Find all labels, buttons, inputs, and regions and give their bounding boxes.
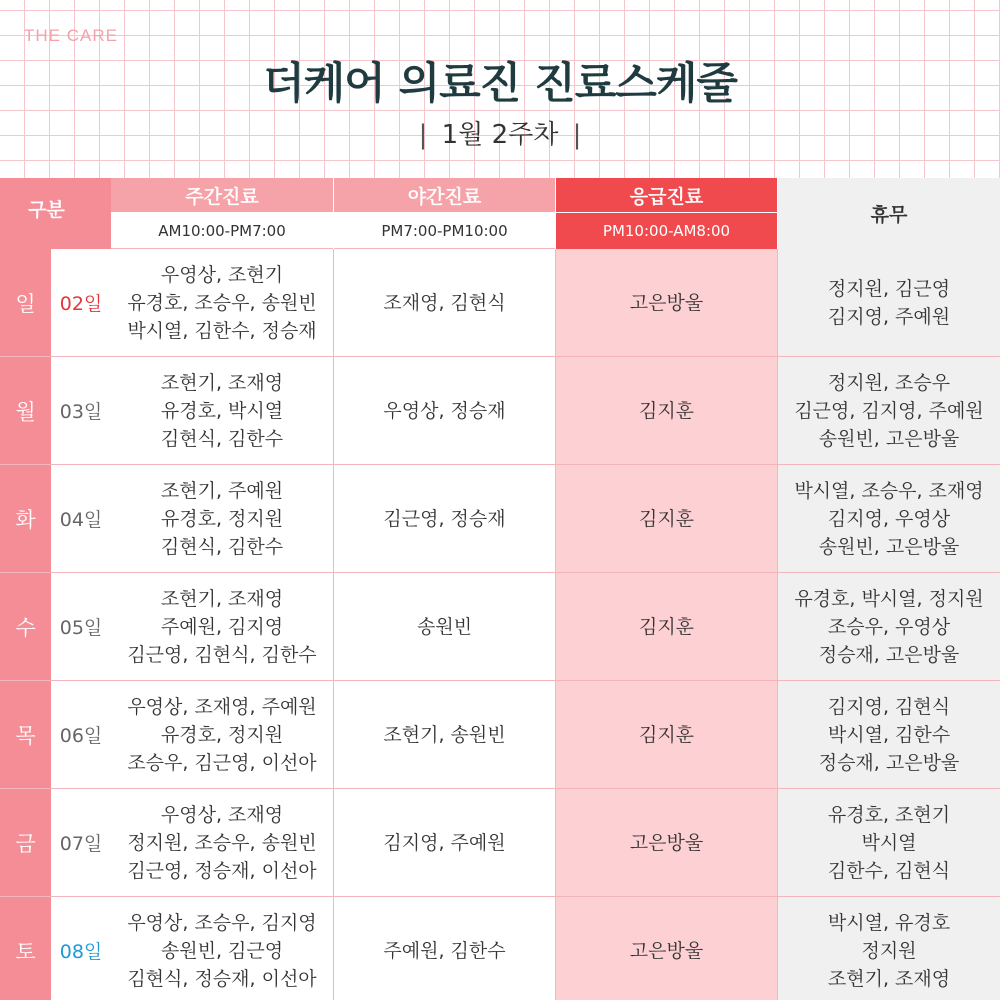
- staff-names: 정지원, 조승우, 송원빈: [127, 831, 317, 854]
- staff-names: 유경호, 조승우, 송원빈: [127, 291, 317, 314]
- header-day-hours: AM10:00-PM7:00: [111, 213, 333, 249]
- staff-names: 김지영, 우영상: [827, 507, 951, 530]
- night-clinic-cell: [334, 573, 555, 680]
- day-of-week: 일: [0, 249, 51, 356]
- staff-names: 조승우, 우영상: [827, 615, 951, 638]
- staff-names: 조현기, 조재영: [160, 587, 284, 610]
- off-duty-cell: [778, 465, 1000, 572]
- staff-names: 김근영, 김지영, 주예원: [794, 399, 984, 422]
- column-divider: [333, 249, 334, 1000]
- staff-names: 김지훈: [638, 615, 695, 638]
- schedule-row: [0, 897, 1000, 1000]
- staff-names: 김근영, 김현식, 김한수: [127, 643, 317, 666]
- staff-names: 박시열, 김한수, 정승재: [127, 319, 317, 342]
- emergency-clinic-cell: [556, 249, 777, 356]
- staff-names: 우영상, 정승재: [383, 399, 506, 422]
- day-of-week: 목: [0, 681, 51, 788]
- day-clinic-cell: [111, 681, 333, 788]
- date-label: 03일: [51, 357, 111, 464]
- staff-names: 우영상, 조재영, 주예원: [127, 695, 317, 718]
- staff-names: 조승우, 김근영, 이선아: [127, 751, 317, 774]
- page-subtitle: [0, 114, 1000, 151]
- staff-names: 김지훈: [638, 723, 695, 746]
- schedule-row: [0, 681, 1000, 788]
- staff-names: 김지영, 주예원: [827, 305, 951, 328]
- header-banner: [0, 0, 1000, 178]
- day-of-week: 토: [0, 897, 51, 1000]
- staff-names: 우영상, 조현기: [160, 263, 284, 286]
- staff-names: 주예원, 김한수: [383, 939, 506, 962]
- off-duty-cell: [778, 681, 1000, 788]
- off-duty-cell: [778, 573, 1000, 680]
- schedule-row: [0, 249, 1000, 356]
- staff-names: 송원빈, 고은방울: [818, 535, 960, 558]
- header-emergency-clinic: 응급진료: [556, 178, 777, 212]
- date-label: 04일: [51, 465, 111, 572]
- off-duty-cell: [778, 897, 1000, 1000]
- night-clinic-cell: [334, 789, 555, 896]
- off-duty-cell: [778, 789, 1000, 896]
- staff-names: 유경호, 정지원: [160, 723, 284, 746]
- staff-names: 유경호, 박시열: [160, 399, 284, 422]
- staff-names: 김현식, 정승재, 이선아: [127, 967, 317, 990]
- night-clinic-cell: [334, 357, 555, 464]
- night-clinic-cell: [334, 897, 555, 1000]
- off-duty-cell: [778, 357, 1000, 464]
- emergency-clinic-cell: [556, 357, 777, 464]
- date-label: 02일: [51, 249, 111, 356]
- emergency-clinic-cell: [556, 789, 777, 896]
- staff-names: 김근영, 정승재: [383, 507, 506, 530]
- staff-names: 조현기, 조재영: [827, 967, 951, 990]
- header-night-hours: PM7:00-PM10:00: [334, 213, 555, 249]
- subtitle-divider-left: |: [418, 120, 428, 150]
- date-label: 08일: [51, 897, 111, 1000]
- staff-names: 우영상, 조승우, 김지영: [127, 911, 317, 934]
- staff-names: 김현식, 김한수: [160, 427, 284, 450]
- staff-names: 김지영, 주예원: [383, 831, 506, 854]
- staff-names: 조현기, 송원빈: [383, 723, 506, 746]
- schedule-row: [0, 357, 1000, 464]
- staff-names: 박시열, 김한수: [827, 723, 951, 746]
- schedule-table: [0, 178, 1000, 1000]
- day-clinic-cell: [111, 789, 333, 896]
- staff-names: 유경호, 정지원: [160, 507, 284, 530]
- week-label: 1월 2주차: [441, 120, 559, 150]
- day-clinic-cell: [111, 897, 333, 1000]
- day-clinic-cell: [111, 249, 333, 356]
- staff-names: 고은방울: [629, 831, 704, 854]
- date-label: 06일: [51, 681, 111, 788]
- staff-names: 정승재, 고은방울: [818, 751, 960, 774]
- staff-names: 유경호, 박시열, 정지원: [794, 587, 984, 610]
- emergency-clinic-cell: [556, 573, 777, 680]
- staff-names: 정지원, 조승우: [827, 371, 951, 394]
- staff-names: 조현기, 주예원: [160, 479, 284, 502]
- date-label: 05일: [51, 573, 111, 680]
- day-clinic-cell: [111, 357, 333, 464]
- emergency-clinic-cell: [556, 897, 777, 1000]
- day-of-week: 수: [0, 573, 51, 680]
- staff-names: 고은방울: [629, 291, 704, 314]
- day-clinic-cell: [111, 573, 333, 680]
- day-of-week: 금: [0, 789, 51, 896]
- night-clinic-cell: [334, 465, 555, 572]
- staff-names: 정지원: [861, 939, 917, 962]
- staff-names: 송원빈: [416, 615, 473, 638]
- header-off-duty: 휴무: [778, 178, 1000, 249]
- staff-names: 조현기, 조재영: [160, 371, 284, 394]
- header-emergency-hours: PM10:00-AM8:00: [556, 213, 777, 249]
- staff-names: 김근영, 정승재, 이선아: [127, 859, 317, 882]
- schedule-row: [0, 573, 1000, 680]
- staff-names: 박시열, 유경호: [827, 911, 951, 934]
- staff-names: 정지원, 김근영: [827, 277, 951, 300]
- column-divider: [777, 249, 778, 1000]
- night-clinic-cell: [334, 249, 555, 356]
- emergency-clinic-cell: [556, 681, 777, 788]
- staff-names: 김지훈: [638, 507, 695, 530]
- day-of-week: 월: [0, 357, 51, 464]
- day-of-week: 화: [0, 465, 51, 572]
- staff-names: 우영상, 조재영: [160, 803, 284, 826]
- staff-names: 박시열, 조승우, 조재영: [794, 479, 984, 502]
- header-night-clinic: 야간진료: [334, 178, 555, 212]
- schedule-row: [0, 465, 1000, 572]
- schedule-row: [0, 789, 1000, 896]
- off-duty-cell: [778, 249, 1000, 356]
- day-clinic-cell: [111, 465, 333, 572]
- staff-names: 고은방울: [629, 939, 704, 962]
- staff-names: 김현식, 김한수: [160, 535, 284, 558]
- staff-names: 김지훈: [638, 399, 695, 422]
- staff-names: 정승재, 고은방울: [818, 643, 960, 666]
- subtitle-divider-right: |: [572, 120, 582, 150]
- date-label: 07일: [51, 789, 111, 896]
- staff-names: 박시열: [861, 831, 917, 854]
- staff-names: 유경호, 조현기: [827, 803, 951, 826]
- header-gubun: 구분: [0, 178, 111, 249]
- staff-names: 송원빈, 고은방울: [818, 427, 960, 450]
- staff-names: 김한수, 김현식: [827, 859, 951, 882]
- emergency-clinic-cell: [556, 465, 777, 572]
- staff-names: 주예원, 김지영: [160, 615, 284, 638]
- staff-names: 김지영, 김현식: [827, 695, 951, 718]
- brand-logo-text: THE CARE: [24, 26, 118, 45]
- staff-names: 송원빈, 김근영: [160, 939, 284, 962]
- column-divider: [555, 249, 556, 1000]
- header-day-clinic: 주간진료: [111, 178, 333, 212]
- staff-names: 조재영, 김현식: [383, 291, 506, 314]
- night-clinic-cell: [334, 681, 555, 788]
- page-title: 더케어 의료진 진료스케줄: [263, 59, 737, 109]
